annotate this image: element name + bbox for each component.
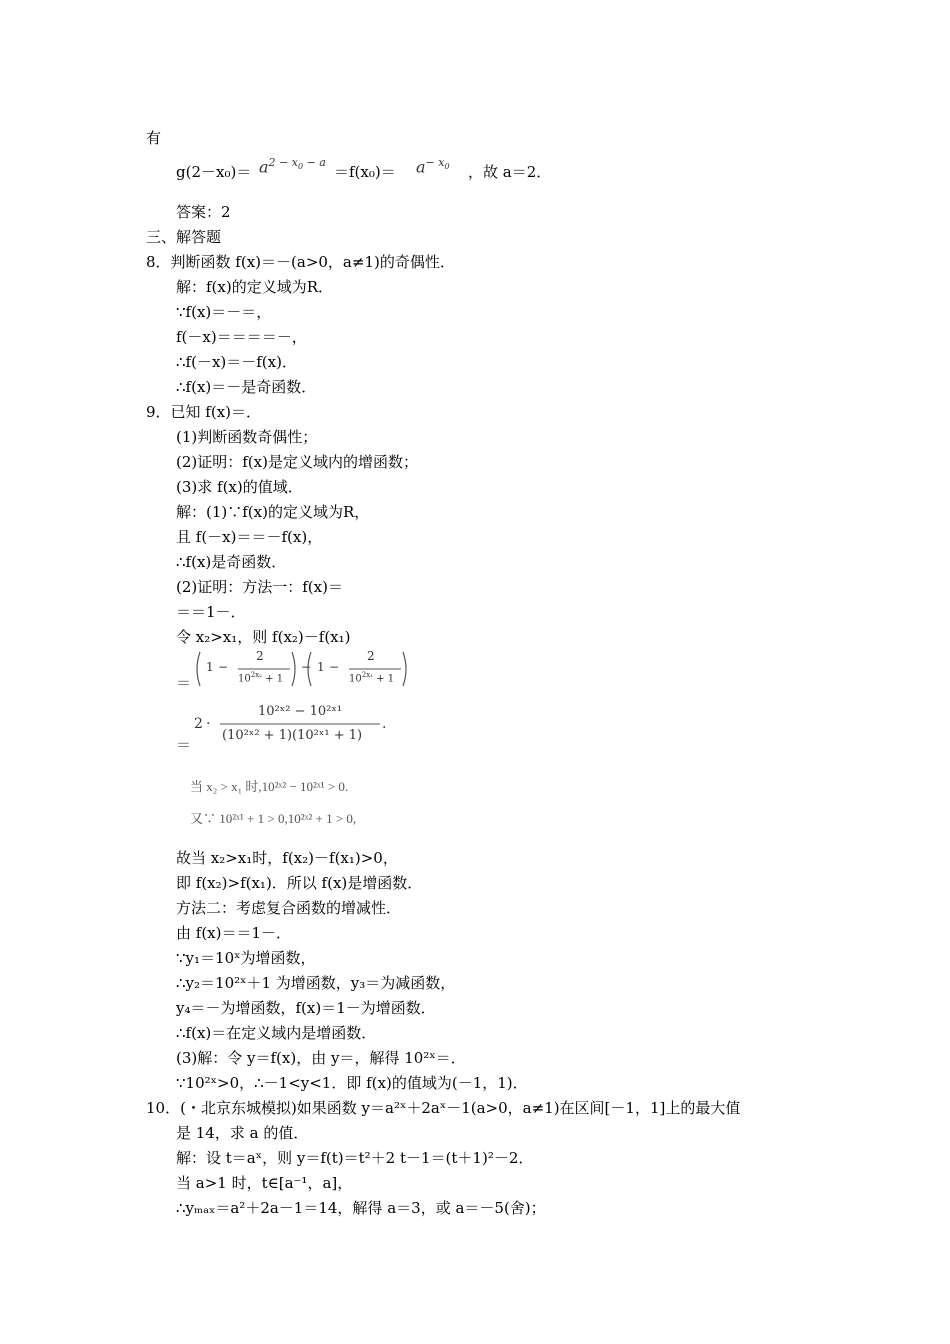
plus-one: + 1 (261, 673, 284, 685)
coefficient-two: 2 (194, 716, 203, 732)
text-line: (1)判断函数奇偶性； (176, 428, 318, 446)
plus-one: + 1 (372, 673, 395, 685)
note-line-1: 当 x₂ > x₁ 时,10²ˣ² − 10²ˣ¹ > 0. (190, 779, 349, 794)
text-line: (3)解：令 y＝f(x)，由 y＝，解得 10²ˣ＝． (176, 1049, 466, 1067)
power-base: a (416, 157, 426, 177)
period: . (382, 716, 387, 732)
text-line: 由 f(x)＝＝1－． (176, 924, 292, 942)
note-line-2: 又∵ 10²ˣ¹ + 1 > 0,10²ˣ² + 1 > 0, (190, 811, 357, 826)
denominator-base: 10 (349, 673, 362, 685)
text-line: 是 14，求 a 的值． (176, 1124, 309, 1142)
text-line: 且 f(－x)＝＝－f(x)， (176, 528, 323, 546)
text-line: 即 f(x₂)>f(x₁)．所以 f(x)是增函数． (176, 874, 423, 892)
equation-left: g(2－x₀)＝ (176, 163, 252, 181)
denominator-b (349, 671, 394, 684)
problem-9: 9．已知 f(x)＝． (146, 403, 262, 421)
power-expression-1 (259, 156, 326, 176)
numerator-two: 2 (367, 649, 375, 663)
text-line: y₄＝－为增函数，f(x)＝1－为增函数． (176, 999, 436, 1017)
text-line: 有 (146, 129, 162, 147)
denominator-exponent: 2x₂ (250, 671, 262, 679)
problem-8: 8．判断函数 f(x)＝－(a>0，a≠1)的奇偶性． (146, 253, 455, 271)
text-line: ∴f(x)是奇函数． (176, 553, 287, 571)
multiply-dot: · (206, 716, 211, 732)
text-line: 方法二：考虑复合函数的增减性． (176, 899, 402, 917)
text-line: ∵y₁＝10ˣ为增函数， (176, 949, 316, 967)
power-expression-2 (416, 156, 450, 176)
numerator-two: 2 (256, 649, 264, 663)
power-tail: − a (303, 156, 326, 169)
equals-sign: ＝ (176, 674, 192, 692)
difference-expression (176, 648, 416, 694)
text-line: 解：设 t＝aˣ，则 y＝f(t)＝t²＋2 t－1＝(t＋1)²－2． (176, 1149, 534, 1167)
power-exponent: 2 − x (268, 156, 298, 169)
power-subscript: 0 (297, 162, 304, 172)
fraction-numerator: 10²ˣ² − 10²ˣ¹ (258, 704, 343, 719)
text-line: ∵10²ˣ>0，∴－1<y<1．即 f(x)的值域为(－1，1)． (176, 1074, 528, 1092)
text-line: 解：(1)∵f(x)的定义域为R， (176, 503, 370, 521)
text-line: ∴f(x)＝－是奇函数． (176, 378, 317, 396)
minus-sign: − (218, 660, 229, 674)
term-one: 1 (206, 660, 214, 674)
text-line: ∴y₂＝10²ˣ＋1 为增函数，y₃＝为减函数， (176, 974, 456, 992)
problem-10: 10．(・北京东城模拟)如果函数 y＝a²ˣ＋2aˣ－1(a>0，a≠1)在区间[－1，1]上的最大值 (146, 1099, 741, 1117)
text-line: ∴f(x)＝在定义域内是增函数． (176, 1024, 377, 1042)
text-line: ∴yₘₐₓ＝a²＋2a－1＝14，解得 a＝3，或 a＝－5(舍)； (176, 1199, 546, 1217)
text-line: (2)证明：f(x)是定义域内的增函数； (176, 453, 418, 471)
combined-fraction (176, 702, 416, 758)
power-base: a (259, 157, 269, 177)
text-line: f(－x)＝＝＝＝－， (176, 328, 307, 346)
minus-sign: − (329, 660, 340, 674)
denominator-exponent: 2x₁ (361, 671, 373, 679)
fraction-denominator: (10²ˣ² + 1)(10²ˣ¹ + 1) (222, 728, 363, 743)
equation-mid: ＝f(x₀)＝ (334, 163, 396, 181)
power-exponent: − x (425, 156, 445, 169)
text-line: 当 a>1 时，t∈[a⁻¹，a]， (176, 1174, 353, 1192)
text-line: 解：f(x)的定义域为R． (176, 278, 334, 296)
equation-right: ，故 a＝2． (468, 163, 552, 181)
denominator-a (238, 671, 283, 684)
text-line: 令 x₂>x₁，则 f(x₂)－f(x₁) (176, 628, 351, 646)
text-line: (2)证明：方法一：f(x)＝ (176, 578, 343, 596)
minus-sign: − (301, 660, 312, 674)
answer-line: 答案：2 (176, 203, 231, 221)
equals-sign: ＝ (176, 736, 192, 754)
text-line: ＝＝1－． (176, 603, 246, 621)
text-line: ∴f(－x)＝－f(x)． (176, 353, 297, 371)
section-heading: 三、解答题 (146, 228, 222, 246)
term-one: 1 (317, 660, 325, 674)
denominator-base: 10 (238, 673, 251, 685)
power-subscript: 0 (444, 162, 450, 172)
text-line: 故当 x₂>x₁时，f(x₂)－f(x₁)>0， (176, 849, 398, 867)
text-line: (3)求 f(x)的值域． (176, 478, 303, 496)
fraction-bar-svg (220, 722, 390, 726)
text-line: ∵f(x)＝－＝， (176, 303, 272, 321)
